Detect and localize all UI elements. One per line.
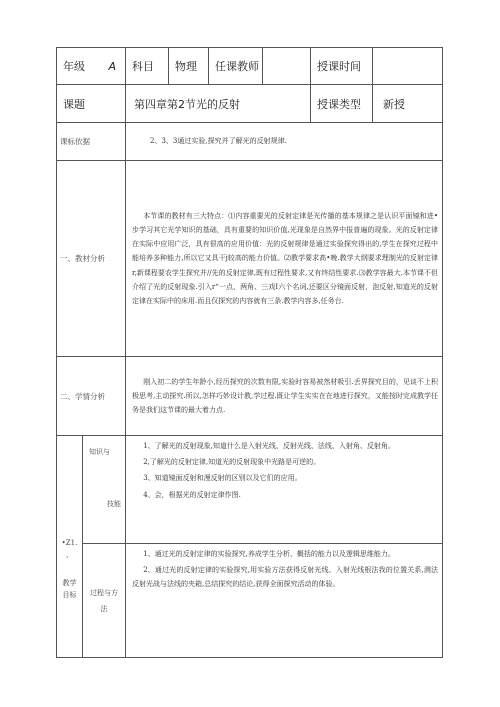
goal-knowledge-row: [57, 436, 443, 544]
process-item-2: 2、通过光的反射定律的实验探究,用实验方法获得反射光线、入射光线根法我的位置关系,测法反射光战与法线的夹箱,总结探究的结论,获得全面探究活动的体验。: [132, 566, 438, 589]
students-label: 二、学情分析: [57, 357, 126, 436]
goals-label-part3: 教学目标: [62, 578, 77, 599]
knowledge-item-1: 1、了解光的反射现象,知道什么是入射光线、反射光线、法线、入射角、反射角。: [143, 442, 395, 450]
goals-outer-label: [57, 436, 83, 658]
knowledge-label-2: 技能: [107, 500, 121, 508]
type-label: 授课类型: [311, 85, 373, 123]
knowledge-item-3: 3、知道镜面反射和漫反射的区别以及它们的应用。: [143, 474, 302, 483]
goals-label-part1: •Z1.: [61, 538, 78, 547]
basis-text: 2、3、3通过实验,探究并了解光的反射规律.: [126, 123, 443, 161]
basis-label: 课标依据: [57, 123, 126, 161]
type-value: 新授: [373, 85, 443, 123]
material-label: 一、教材分析: [57, 161, 126, 357]
subject-value: 物理: [169, 48, 209, 85]
knowledge-items-cell: [126, 436, 443, 544]
topic-value: 第四章第2节光的反射: [126, 85, 311, 123]
goals-label-part2: 、: [66, 550, 73, 559]
time-label: 授课时间: [311, 48, 373, 85]
knowledge-label-cell: [83, 436, 126, 544]
header-row-2: [57, 85, 443, 123]
header-row-1: [57, 48, 443, 85]
knowledge-label-1: 知识与: [89, 448, 110, 456]
students-text-cell: [126, 357, 443, 436]
material-text-cell: [126, 161, 443, 357]
material-text: 本节课的教材有三大特点：⑴内容重要光的反射定律是光传播的基本规律之是认识平面镜和进•步学习其它光学知识的基础，具有重要的知识价值,光现象是自然界中报普遍的现象。光的反射定律在实际中应用广泛，具有很高的应用价值：光的反射规律是通过实验探究得出的,学生在探究过程中能培养多种能力,所以它又具干j较高的能力价值。⑵教学要求高•晚.教学大纲要求理制光的反射定律r,新课程要农学生探究并//先的反射定律,既有过程性要求,又有终结性要求.⑶教学容最大.本节课不但介绍了光的反射现象.引入r“一点、两角、三戏I六个名词,还要区分镜面反射、泡反射,知道光的反射定律在实际中的床用.而且仅探究的内容就有三条.教学内容多,任务台.: [132, 211, 438, 305]
material-row: [57, 161, 443, 357]
goal-process-row: [57, 544, 443, 658]
topic-label: 课题: [57, 85, 126, 123]
teacher-value: [263, 48, 311, 85]
process-label-cell: [83, 544, 126, 658]
grade-label: 年级: [63, 60, 85, 73]
time-value: [373, 48, 443, 85]
lesson-plan-table: [56, 47, 443, 658]
students-text: 刚入初二的学生年龄小,经历探究的次数有限,实验时容易被然材吸引.丢界探究目的，见谈不上积极思考,主动探究.所以,怎样巧妙设计教,学过程.既让学生实实在在地进行探究，又能按时完成教学任务是我们这节课的最大着力点.: [132, 377, 438, 415]
subject-label: 科目: [126, 48, 169, 85]
grade-value: A: [108, 60, 117, 73]
basis-row: [57, 123, 443, 161]
students-row: [57, 357, 443, 436]
process-label-1: 过程与方: [90, 588, 118, 597]
process-item-1: 1、通过光的反射定律的实验探究,养成学生分析、概括的能力以及逻辑思维能力。: [143, 550, 395, 558]
teacher-label: 任课教师: [209, 48, 263, 85]
knowledge-item-4: 4、会，根据光的反射定律作图.: [143, 490, 241, 499]
knowledge-item-2: 2,了解光的反射定律,知道光的反射现象中光路是可逆的。: [143, 458, 321, 467]
lesson-plan-page: [56, 47, 442, 658]
grade-cell: [57, 48, 126, 85]
process-items-cell: [126, 544, 443, 658]
process-label-2: 法: [100, 604, 108, 613]
